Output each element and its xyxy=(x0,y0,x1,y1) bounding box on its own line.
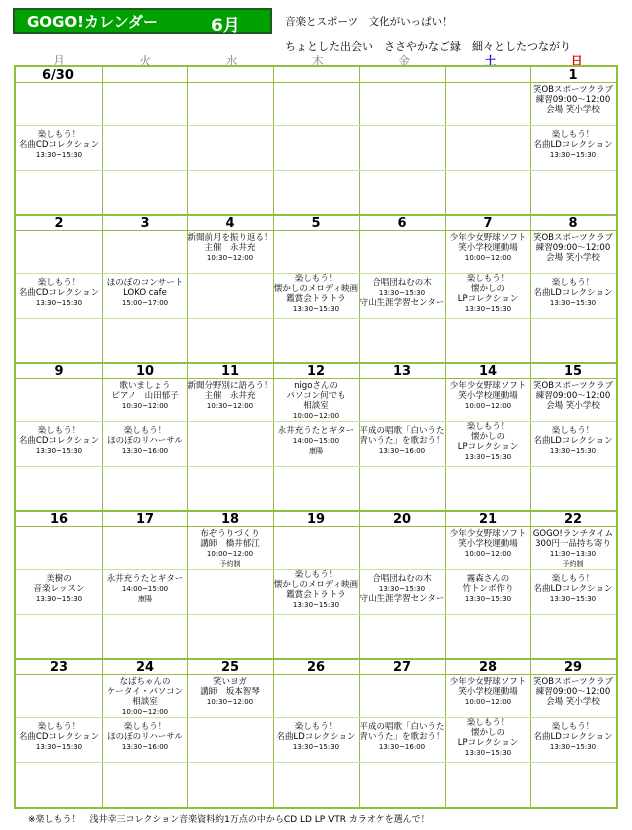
event-line: 13:30~15:30 xyxy=(464,453,512,461)
event-line: 少年少女野球ソフト xyxy=(449,381,527,391)
day-number: 22 xyxy=(563,512,583,527)
event-line: 懐かしのメロディ映画 xyxy=(273,284,359,294)
event-line: 楽しもう！ xyxy=(37,722,81,732)
day-number: 16 xyxy=(49,512,69,527)
event-line: 楽しもう！ xyxy=(551,278,595,288)
event-line: 13:30~15:30 xyxy=(464,595,512,603)
day-number: 19 xyxy=(306,512,326,527)
calendar-title-banner xyxy=(13,8,272,34)
event-line: 講師 坂本智琴 xyxy=(200,687,260,697)
event-line: ほのぼのリハーサル xyxy=(107,436,183,446)
weekday-label: 月 xyxy=(52,54,65,68)
event-line: 10:30~12:00 xyxy=(206,698,254,706)
afternoon-event xyxy=(445,574,531,604)
event-line: 康陽 xyxy=(309,447,323,455)
event-line: 懐かしのメロディ映画 xyxy=(273,580,359,590)
event-line: 練習09:00～12:00 xyxy=(535,687,611,697)
day-number: 29 xyxy=(563,660,583,675)
calendar-day-cell[interactable] xyxy=(530,67,616,215)
event-line: 青いうた」を歌おう！ xyxy=(359,436,445,446)
event-line: 歌いましょう xyxy=(119,381,171,391)
day-number: 7 xyxy=(483,216,493,231)
morning-event xyxy=(530,381,616,411)
afternoon-event xyxy=(273,722,359,752)
calendar-day-cell[interactable] xyxy=(445,659,531,807)
weekday-label: 水 xyxy=(225,54,238,68)
afternoon-event xyxy=(530,278,616,308)
day-number: 9 xyxy=(54,364,64,379)
calendar-month: 6月 xyxy=(211,16,240,36)
afternoon-event xyxy=(102,426,188,456)
event-line: 主催 永井充 xyxy=(204,243,256,253)
event-line: 相談室 xyxy=(303,401,329,411)
calendar-day-cell[interactable] xyxy=(445,215,531,363)
event-line: 練習09:00～12:00 xyxy=(535,391,611,401)
calendar-day-cell[interactable] xyxy=(187,67,273,215)
event-line: 青いうた」を歌おう！ xyxy=(359,732,445,742)
morning-event xyxy=(102,381,188,411)
weekday-label: 日 xyxy=(570,54,583,68)
afternoon-event xyxy=(359,426,445,456)
event-line: 13:30~15:30 xyxy=(378,289,426,297)
event-line: 楽しもう！ xyxy=(551,130,595,140)
event-line: 楽しもう！ xyxy=(123,426,167,436)
event-line: 13:30~15:30 xyxy=(292,601,340,609)
calendar-day-cell[interactable] xyxy=(530,363,616,511)
event-line: 楽しもう！ xyxy=(466,274,510,284)
event-line: 14:00~15:00 xyxy=(121,585,169,593)
event-line: パソコン何でも xyxy=(286,391,346,401)
afternoon-event xyxy=(530,426,616,456)
day-number: 2 xyxy=(54,216,64,231)
morning-event xyxy=(187,677,273,707)
calendar-day-cell[interactable] xyxy=(273,511,359,659)
day-number: 6 xyxy=(397,216,407,231)
event-line: 楽しもう！ xyxy=(551,426,595,436)
afternoon-event xyxy=(16,426,102,456)
event-line: 笑小学校運動場 xyxy=(458,539,518,549)
morning-event xyxy=(445,381,531,411)
event-line: 13:30~16:00 xyxy=(121,447,169,455)
event-line: 少年少女野球ソフト xyxy=(449,233,527,243)
event-line: 会場 笑小学校 xyxy=(546,105,600,115)
weekday-label: 火 xyxy=(139,54,152,68)
event-line: 13:30~15:30 xyxy=(464,305,512,313)
event-line: 10:00~12:00 xyxy=(464,698,512,706)
afternoon-event xyxy=(359,574,445,604)
event-line: 10:30~12:00 xyxy=(121,402,169,410)
event-line: 名曲LDコレクション xyxy=(533,584,613,594)
afternoon-event xyxy=(16,574,102,604)
event-line: 10:00~12:00 xyxy=(464,550,512,558)
calendar-day-cell[interactable] xyxy=(16,67,102,215)
event-line: GOGO!ランチタイム xyxy=(532,529,614,539)
event-line: 懐かしの xyxy=(470,728,505,738)
event-line: 13:30~16:00 xyxy=(121,743,169,751)
event-line: 講師 橋井郁江 xyxy=(200,539,260,549)
event-line: 13:30~15:30 xyxy=(35,299,83,307)
day-number: 4 xyxy=(225,216,235,231)
event-line: 14:00~15:00 xyxy=(292,437,340,445)
afternoon-event xyxy=(16,278,102,308)
afternoon-event xyxy=(359,278,445,308)
event-line: 13:30~15:30 xyxy=(35,595,83,603)
event-line: 主催 永井充 xyxy=(204,391,256,401)
event-line: 永井充うたとギター xyxy=(277,426,355,436)
calendar-day-cell[interactable] xyxy=(445,67,531,215)
event-line: 守山生涯学習センター xyxy=(359,298,445,308)
event-line: 相談室 xyxy=(132,697,158,707)
afternoon-event xyxy=(273,426,359,456)
day-number: 3 xyxy=(140,216,150,231)
event-line: 13:30~15:30 xyxy=(35,743,83,751)
calendar-day-cell[interactable] xyxy=(359,511,445,659)
calendar-day-cell[interactable] xyxy=(102,363,188,511)
event-line: 13:30~15:30 xyxy=(549,743,597,751)
afternoon-event xyxy=(445,274,531,314)
event-line: 名曲LDコレクション xyxy=(533,732,613,742)
event-line: 音楽レッスン xyxy=(33,584,85,594)
event-line: 会場 笑小学校 xyxy=(546,253,600,263)
event-line: 楽しもう！ xyxy=(37,278,81,288)
event-line: なばちゃんの xyxy=(119,677,171,687)
day-number: 20 xyxy=(392,512,412,527)
event-line: 少年少女野球ソフト xyxy=(449,677,527,687)
calendar-day-cell[interactable] xyxy=(102,511,188,659)
event-line: 13:30~15:30 xyxy=(35,151,83,159)
day-number: 15 xyxy=(563,364,583,379)
calendar-day-cell[interactable] xyxy=(359,659,445,807)
day-number: 14 xyxy=(478,364,498,379)
calendar-day-cell[interactable] xyxy=(187,215,273,363)
tagline-secondary: ちょとした出会い ささやかなご縁 細々としたつながり xyxy=(285,40,571,53)
event-line: LPコレクション xyxy=(457,294,519,304)
event-line: 布ぞうりづくり xyxy=(200,529,260,539)
event-line: 10:00~12:00 xyxy=(464,402,512,410)
event-line: 楽しもう！ xyxy=(466,422,510,432)
event-line: 懐かしの xyxy=(470,432,505,442)
event-line: 名曲CDコレクション xyxy=(18,436,100,446)
day-number: 28 xyxy=(478,660,498,675)
event-line: 笑小学校運動場 xyxy=(458,687,518,697)
event-line: 笑OBスポーツクラブ xyxy=(532,85,614,95)
morning-event xyxy=(530,529,616,569)
event-line: 練習09:00～12:00 xyxy=(535,243,611,253)
calendar-title: GOGO!カレンダー xyxy=(27,12,158,31)
day-number: 27 xyxy=(392,660,412,675)
event-line: 笑OBスポーツクラブ xyxy=(532,677,614,687)
morning-event xyxy=(445,529,531,559)
afternoon-event xyxy=(102,278,188,308)
event-line: 13:30~15:30 xyxy=(464,749,512,757)
event-line: 合唱団ねむの木 xyxy=(372,574,432,584)
afternoon-event xyxy=(445,718,531,758)
morning-event xyxy=(530,85,616,115)
event-line: 竹トンボ作り xyxy=(462,584,514,594)
event-line: 予約制 xyxy=(562,560,584,568)
event-line: 楽しもう！ xyxy=(37,130,81,140)
event-line: 楽しもう！ xyxy=(294,274,338,284)
event-line: 少年少女野球ソフト xyxy=(449,529,527,539)
event-line: 笑OBスポーツクラブ xyxy=(532,381,614,391)
event-line: 名曲CDコレクション xyxy=(18,732,100,742)
event-line: 10:00~12:00 xyxy=(464,254,512,262)
calendar-day-cell[interactable] xyxy=(359,215,445,363)
event-line: 15:00~17:00 xyxy=(121,299,169,307)
calendar-day-cell[interactable] xyxy=(530,659,616,807)
calendar-day-cell[interactable] xyxy=(187,659,273,807)
event-line: 会場 笑小学校 xyxy=(546,697,600,707)
event-line: 楽しもう！ xyxy=(551,722,595,732)
morning-event xyxy=(187,233,273,263)
morning-event xyxy=(445,233,531,263)
afternoon-event xyxy=(530,574,616,604)
event-line: 守山生涯学習センター xyxy=(359,594,445,604)
day-number: 18 xyxy=(220,512,240,527)
morning-event xyxy=(273,381,359,421)
morning-event xyxy=(530,677,616,707)
event-line: 永井充うたとギター xyxy=(106,574,184,584)
event-line: 名曲LDコレクション xyxy=(533,288,613,298)
event-line: 13:30~15:30 xyxy=(549,447,597,455)
day-number: 12 xyxy=(306,364,326,379)
event-line: 鑑賞会トラトラ xyxy=(286,294,346,304)
calendar-day-cell[interactable] xyxy=(273,215,359,363)
event-line: 10:30~12:00 xyxy=(206,254,254,262)
event-line: LPコレクション xyxy=(457,738,519,748)
calendar-day-cell[interactable] xyxy=(16,363,102,511)
afternoon-event xyxy=(273,274,359,314)
event-line: LPコレクション xyxy=(457,442,519,452)
day-number: 23 xyxy=(49,660,69,675)
afternoon-event xyxy=(16,130,102,160)
calendar-day-cell[interactable] xyxy=(16,215,102,363)
calendar-day-cell[interactable] xyxy=(530,215,616,363)
day-number: 24 xyxy=(135,660,155,675)
event-line: 10:00~12:00 xyxy=(121,708,169,716)
event-line: 名曲LDコレクション xyxy=(533,140,613,150)
event-line: 楽しもう！ xyxy=(466,718,510,728)
event-line: 10:00~12:00 xyxy=(206,550,254,558)
afternoon-event xyxy=(102,574,188,604)
event-line: 13:30~15:30 xyxy=(292,305,340,313)
event-line: ケータイ・パソコン xyxy=(106,687,184,697)
event-line: 13:30~15:30 xyxy=(292,743,340,751)
event-line: 懐かしの xyxy=(470,284,505,294)
calendar-day-cell[interactable] xyxy=(187,511,273,659)
event-line: 鑑賞会トラトラ xyxy=(286,590,346,600)
event-line: 新聞前月を振り返る！ xyxy=(187,233,273,243)
tagline-primary: 音楽とスポーツ 文化がいっぱい！ xyxy=(285,16,453,28)
calendar-day-cell[interactable] xyxy=(445,363,531,511)
event-line: 合唱団ねむの木 xyxy=(372,278,432,288)
event-line: 10:00~12:00 xyxy=(292,412,340,420)
morning-event xyxy=(445,677,531,707)
day-number: 5 xyxy=(311,216,321,231)
event-line: 楽しもう！ xyxy=(294,722,338,732)
event-line: 霧森さんの xyxy=(466,574,510,584)
event-line: 笑小学校運動場 xyxy=(458,391,518,401)
afternoon-event xyxy=(530,130,616,160)
day-number: 8 xyxy=(568,216,578,231)
event-line: LOKO cafe xyxy=(123,288,167,298)
day-number: 13 xyxy=(392,364,412,379)
event-line: 楽しもう！ xyxy=(551,574,595,584)
event-line: 平成の唱歌「白いうた xyxy=(359,722,445,732)
calendar-day-cell[interactable] xyxy=(102,67,188,215)
morning-event xyxy=(530,233,616,263)
event-line: 楽しもう！ xyxy=(294,570,338,580)
morning-event xyxy=(102,677,188,717)
calendar-day-cell[interactable] xyxy=(273,67,359,215)
event-line: 平成の唱歌「白いうた xyxy=(359,426,445,436)
calendar-day-cell[interactable] xyxy=(359,363,445,511)
day-number: 11 xyxy=(220,364,240,379)
event-line: 名曲CDコレクション xyxy=(18,140,100,150)
event-line: 13:30~15:30 xyxy=(378,585,426,593)
afternoon-event xyxy=(16,722,102,752)
weekday-label: 木 xyxy=(311,54,324,68)
calendar-day-cell[interactable] xyxy=(530,511,616,659)
morning-event xyxy=(187,381,273,411)
calendar-day-cell[interactable] xyxy=(359,67,445,215)
calendar-day-cell[interactable] xyxy=(16,659,102,807)
calendar-day-cell[interactable] xyxy=(187,363,273,511)
event-line: 300円一品持ち寄り xyxy=(535,539,611,549)
event-line: 13:30~16:00 xyxy=(378,743,426,751)
event-line: 13:30~15:30 xyxy=(549,299,597,307)
day-number: 6/30 xyxy=(42,68,74,83)
calendar-day-cell[interactable] xyxy=(102,659,188,807)
event-line: 11:30~13:30 xyxy=(549,550,597,558)
calendar-day-cell[interactable] xyxy=(273,659,359,807)
calendar-grid xyxy=(14,65,618,809)
event-line: 美樹の xyxy=(46,574,72,584)
day-number: 21 xyxy=(478,512,498,527)
day-number: 1 xyxy=(568,68,578,83)
event-line: ほのぼのリハーサル xyxy=(107,732,183,742)
event-line: 楽しもう！ xyxy=(123,722,167,732)
afternoon-event xyxy=(445,422,531,462)
event-line: 13:30~16:00 xyxy=(378,447,426,455)
event-line: 新聞分野別に語ろう！ xyxy=(187,381,273,391)
event-line: 名曲CDコレクション xyxy=(18,288,100,298)
day-number: 25 xyxy=(220,660,240,675)
weekday-label: 土 xyxy=(484,54,497,68)
weekday-label: 金 xyxy=(398,54,411,68)
day-number: 26 xyxy=(306,660,326,675)
event-line: 笑小学校運動場 xyxy=(458,243,518,253)
afternoon-event xyxy=(273,570,359,610)
event-line: 康陽 xyxy=(138,595,152,603)
day-number: 10 xyxy=(135,364,155,379)
event-line: 笑OBスポーツクラブ xyxy=(532,233,614,243)
afternoon-event xyxy=(530,722,616,752)
event-line: nigoさんの xyxy=(294,381,338,391)
calendar-day-cell[interactable] xyxy=(273,363,359,511)
event-line: 楽しもう！ xyxy=(37,426,81,436)
event-line: 名曲LDコレクション xyxy=(533,436,613,446)
footnote: ※楽しもう！ 浅井幸三コレクション音楽資料約1万点の中からCD LD LP VTR カラオケを選んで！ xyxy=(28,815,430,825)
event-line: 13:30~15:30 xyxy=(549,151,597,159)
morning-event xyxy=(187,529,273,569)
event-line: 名曲LDコレクション xyxy=(276,732,356,742)
event-line: 笑いヨガ xyxy=(212,677,247,687)
day-number: 17 xyxy=(135,512,155,527)
event-line: ピアノ 山田郁子 xyxy=(111,391,179,401)
event-line: 13:30~15:30 xyxy=(549,595,597,603)
event-line: 練習09:00～12:00 xyxy=(535,95,611,105)
calendar-day-cell[interactable] xyxy=(445,511,531,659)
afternoon-event xyxy=(102,722,188,752)
event-line: ほのぼのコンサート xyxy=(106,278,184,288)
event-line: 会場 笑小学校 xyxy=(546,401,600,411)
event-line: 10:30~12:00 xyxy=(206,402,254,410)
calendar-day-cell[interactable] xyxy=(102,215,188,363)
event-line: 13:30~15:30 xyxy=(35,447,83,455)
event-line: 予約制 xyxy=(219,560,241,568)
afternoon-event xyxy=(359,722,445,752)
calendar-day-cell[interactable] xyxy=(16,511,102,659)
